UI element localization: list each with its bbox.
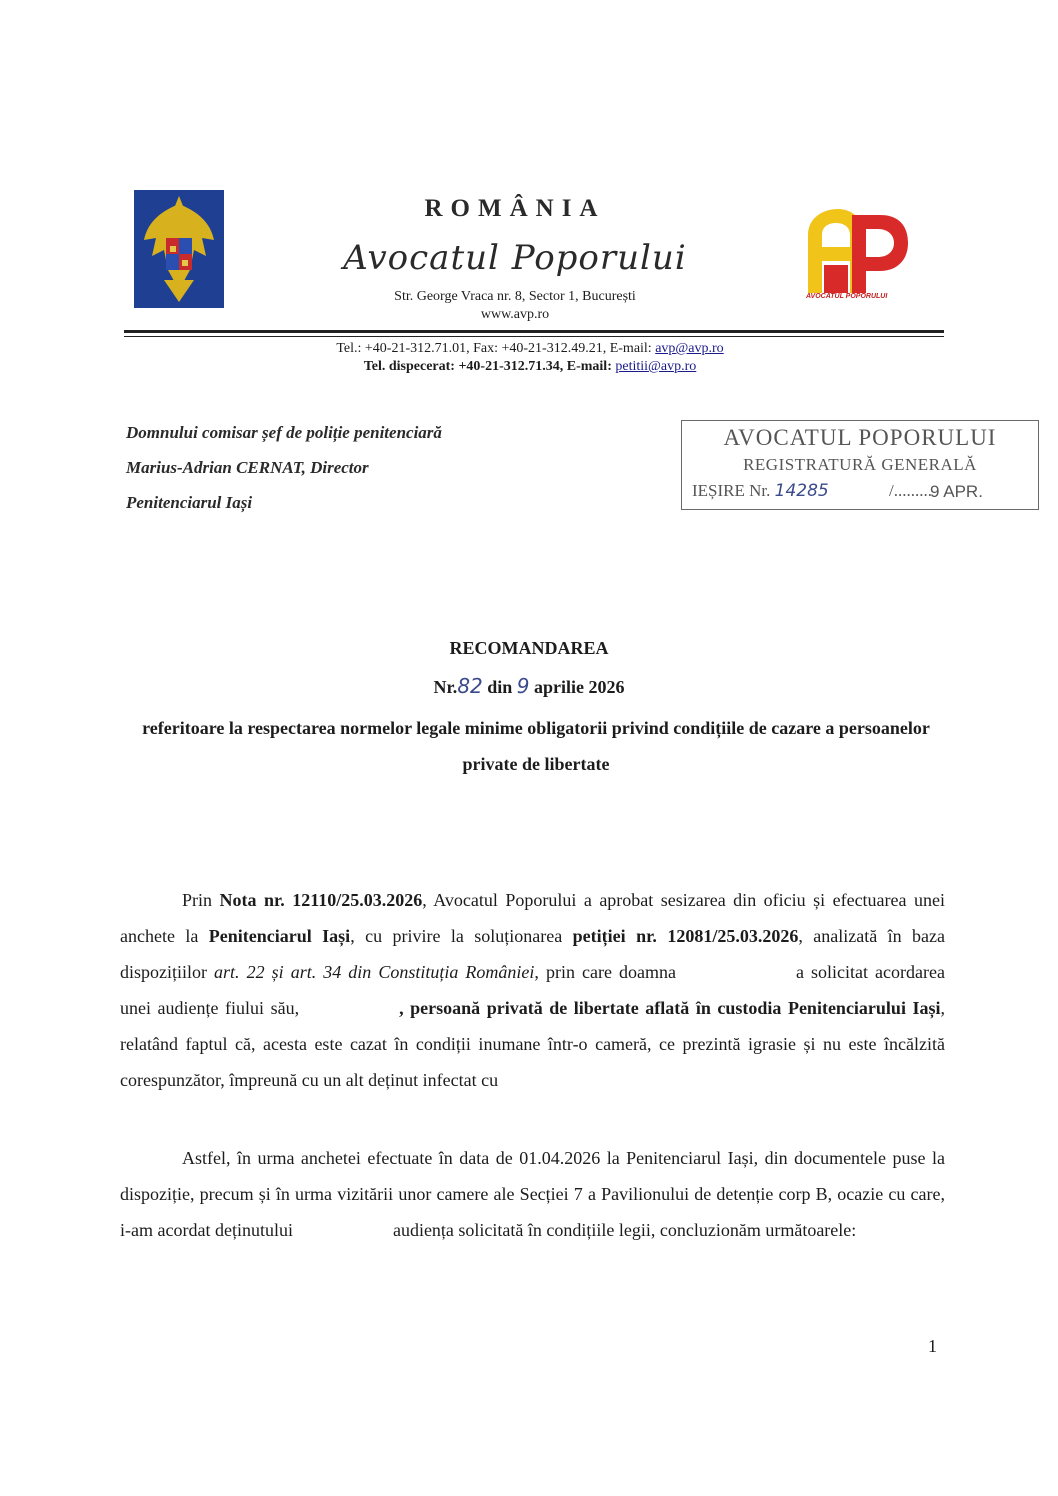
institution-website: www.avp.ro [480, 307, 550, 322]
email-link-petitii[interactable]: petitii@avp.ro [615, 359, 697, 374]
stamp-out-label-text: IEȘIRE Nr. [692, 481, 771, 500]
avp-logo-icon [804, 205, 910, 305]
institution-address: Str. George Vraca nr. 8, Sector 1, București [394, 289, 636, 304]
document-title: RECOMANDAREA [449, 638, 609, 658]
contact-line-1-text: Tel.: +40-21-312.71.01, Fax: +40-21-312.49.21, E-mail: [336, 341, 656, 356]
document-number-prefix: Nr. [433, 677, 458, 697]
header-rule-thick [124, 330, 944, 333]
stamp-separator: /......... [889, 481, 932, 500]
stamp-subtitle: REGISTRATURĂ GENERALĂ [743, 455, 977, 474]
stamp-out-label [692, 481, 829, 501]
document-number-line [0, 674, 1058, 698]
page-number: 1 [928, 1336, 937, 1356]
body-paragraph-1 [120, 882, 945, 1098]
document-subject: referitoare la respectarea normelor legale minime obligatorii privind condițiile de cazare a persoanelor private de libertate [142, 718, 930, 774]
p1-note-reference: Nota nr. 12110/25.03.2026 [219, 890, 423, 910]
email-link-avp[interactable]: avp@avp.ro [655, 341, 724, 356]
p1-text: Prin [182, 890, 220, 910]
document-number-suffix: aprilie 2026 [529, 677, 625, 697]
p1-text: , prin care doamna [534, 962, 676, 982]
country-name: ROMÂNIA [424, 195, 606, 222]
p2-text: Astfel, în urma anchetei efectuate în data de 01.04.2026 la Penitenciarul Iași, din documentele puse la dispoziție, precum și în urma vizitării unor camere ale Secției 7 a Pavilionului de detenție corp B, ocazie cu care, i-am acordat deținutului [120, 1148, 945, 1240]
document-day-handwritten: 9 [516, 674, 530, 698]
p1-text: , analizată în baza dispozițiilor [120, 926, 945, 982]
logo-caption: AVOCATUL POPORULUI [806, 293, 888, 300]
document-number-mid: din [482, 677, 517, 697]
avp-logo [804, 205, 910, 305]
addressee-line-1: Domnului comisar șef de poliție penitenciară [126, 423, 442, 442]
body-paragraph-2 [120, 1140, 945, 1248]
p1-penitentiary: Penitenciarul Iași [208, 926, 351, 946]
p2-text: audiența solicitată în condițiile legii, concluzionăm următoarele: [392, 1220, 857, 1240]
p1-text: a solicitat acordarea unei audiențe fiului său, [120, 962, 945, 1018]
p1-text: , relatând faptul că, acesta este cazat în condiții inumane într-o cameră, ce prezintă igrasie și nu este încălzită corespunzător, împreună cu un alt deținut infectat cu [120, 998, 945, 1090]
p1-text: , Avocatul Poporului a aprobat sesizarea din oficiu și efectuarea unei anchete la [120, 890, 945, 946]
p1-petition-reference: petiției nr. 12081/25.03.2026 [572, 926, 799, 946]
addressee-line-3: Penitenciarul Iași [126, 493, 253, 512]
p1-legal-reference: art. 22 și art. 34 din Constituția României [214, 962, 535, 982]
stamp-date: 9 APR. [930, 482, 983, 501]
contact-line-2 [200, 359, 860, 375]
contact-line-2-text: Tel. dispecerat: +40-21-312.71.34, E-mail: [363, 359, 616, 374]
stamp-title: AVOCATUL POPORULUI [723, 425, 997, 450]
coat-of-arms-icon [134, 190, 224, 308]
p1-text: , cu privire la soluționarea [350, 926, 573, 946]
contact-line-1 [200, 341, 860, 357]
registration-stamp [681, 420, 1039, 510]
p1-custody-status: , persoană privată de libertate aflată în custodia Penitenciarului Iași [399, 998, 941, 1018]
stamp-handwritten-number: 14285 [774, 481, 829, 501]
header-rule-thin [124, 336, 944, 337]
addressee-line-2: Marius-Adrian CERNAT, Director [126, 458, 369, 477]
document-number-handwritten: 82 [457, 674, 483, 698]
institution-name: Avocatul Poporului [343, 238, 687, 278]
